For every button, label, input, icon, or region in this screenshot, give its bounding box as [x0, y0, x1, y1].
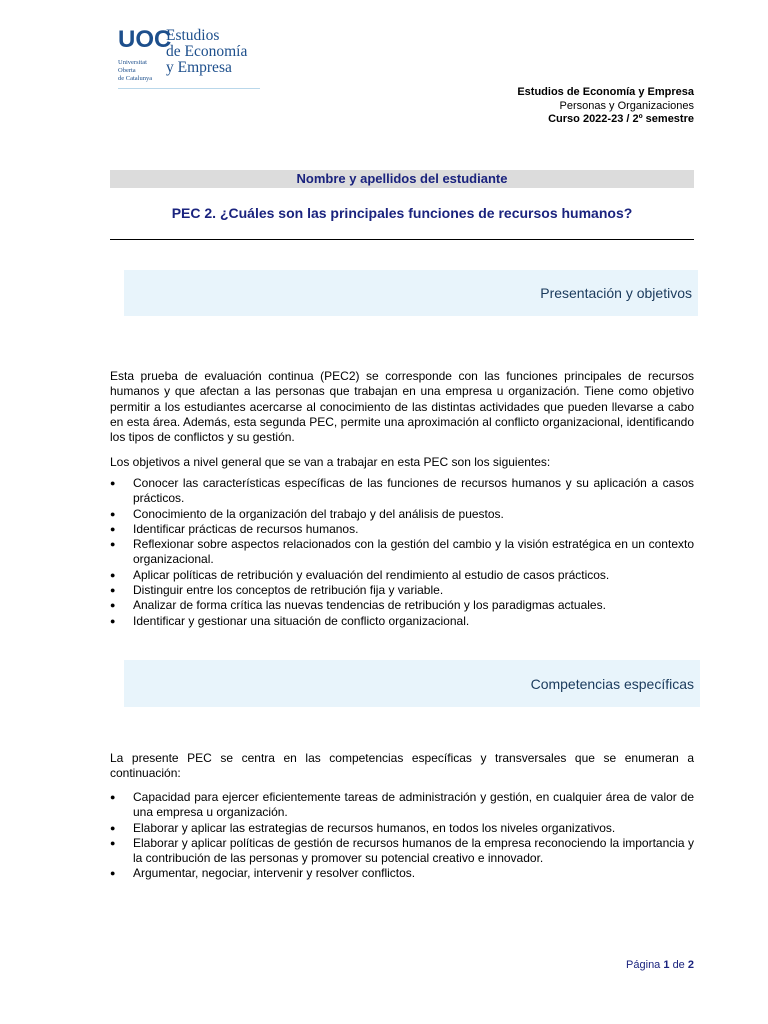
logo-studies-line-2: de Economía	[166, 43, 248, 60]
list-item: ● Capacidad para ejercer eficientemente tareas de administración y gestión, en cualquier área de valor de una empresa u organización.	[110, 790, 694, 821]
uoc-logo	[114, 22, 262, 90]
logo-inst-line-1: Universitat	[118, 59, 147, 66]
competencies-list	[110, 790, 694, 882]
list-item: ● Reflexionar sobre aspectos relacionados con la gestión del cambio y la visión estratégica en un contexto organizacional.	[110, 537, 694, 568]
logo-inst-line-2: Oberta	[118, 67, 136, 74]
paragraph: Los objetivos a nivel general que se van a trabajar en esta PEC son los siguientes:	[110, 455, 551, 469]
objectives-lead	[110, 455, 694, 470]
objectives-list	[110, 476, 694, 629]
list-item: ● Distinguir entre los conceptos de retribución fija y variable.	[110, 583, 694, 598]
title-divider	[110, 239, 694, 240]
list-item: ● Argumentar, negociar, intervenir y resolver conflictos.	[110, 866, 694, 881]
section-heading-competencies	[124, 660, 700, 707]
paragraph: La presente PEC se centra en las competencias específicas y transversales que se enumeran a continuación:	[110, 751, 694, 781]
subject-name: Personas y Organizaciones	[559, 99, 694, 112]
student-name-bar: Nombre y apellidos del estudiante	[110, 170, 694, 188]
list-item: ● Conocer las características específicas de las funciones de recursos humanos y su aplicación a casos prácticos.	[110, 476, 694, 507]
pec-title: PEC 2. ¿Cuáles son las principales funciones de recursos humanos?	[171, 205, 633, 221]
page-footer	[626, 959, 694, 971]
faculty-name: Estudios de Economía y Empresa	[517, 86, 694, 98]
of-word: de	[672, 959, 685, 971]
page-number: 1	[663, 959, 670, 971]
page-word: Página	[626, 959, 661, 971]
list-item: ● Identificar prácticas de recursos humanos.	[110, 522, 694, 537]
objectives-list-wrap	[110, 476, 694, 629]
logo-inst-line-3: de Catalunya	[118, 75, 153, 82]
logo-mark: UOC	[118, 26, 172, 53]
course-info: Curso 2022-23 / 2º semestre	[548, 113, 694, 125]
competencies-list-wrap	[110, 790, 694, 882]
competencies-intro	[110, 751, 694, 782]
total-pages: 2	[687, 959, 694, 971]
paragraph: Esta prueba de evaluación continua (PEC2) se corresponde con las funciones principales de recursos humanos y que afectan a las personas que trabajan en una empresa u organización. Tiene como objetivo permitir a los estudiantes acercarse al conocimiento de las distintas actividades que pueden llevarse a cabo en esta área. Además, esta segunda PEC, permite una aproximación al conflicto organizacional, identificando los tipos de conflictos y su gestión.	[110, 369, 694, 445]
logo-studies-line-3: y Empresa	[166, 59, 232, 76]
section-heading-text: Presentación y objetivos	[540, 285, 692, 301]
objectives-intro	[110, 369, 694, 445]
list-item: ● Identificar y gestionar una situación de conflicto organizacional.	[110, 614, 694, 629]
section-heading-text: Competencias específicas	[530, 675, 694, 692]
list-item: ● Conocimiento de la organización del trabajo y del análisis de puestos.	[110, 507, 694, 522]
list-item: ● Elaborar y aplicar las estrategias de recursos humanos, en todos los niveles organizativos.	[110, 821, 694, 836]
list-item: ● Aplicar políticas de retribución y evaluación del rendimiento al estudio de casos prácticos.	[110, 568, 694, 583]
list-item: ● Elaborar y aplicar políticas de gestión de recursos humanos de la empresa reconociendo la importancia y la contribución de las personas y promover su potencial creativo e innovador.	[110, 836, 694, 867]
logo-studies-line-1: Estudios	[166, 27, 220, 44]
logo-underline	[118, 88, 260, 89]
document-header	[517, 86, 694, 127]
list-item: ● Analizar de forma crítica las nuevas tendencias de retribución y los paradigmas actuales.	[110, 598, 694, 613]
section-heading-objectives	[124, 270, 698, 316]
